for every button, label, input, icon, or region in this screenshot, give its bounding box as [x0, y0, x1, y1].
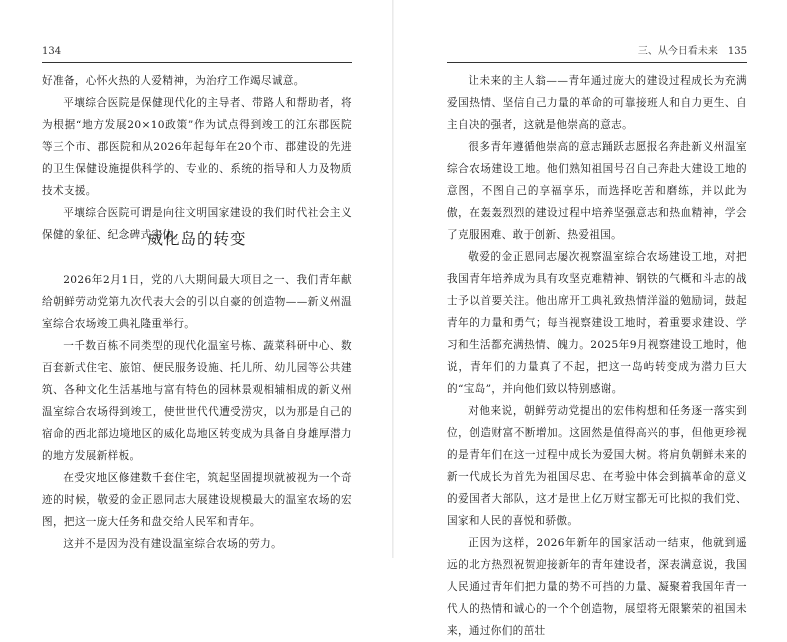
paragraph: 好准备，心怀火热的人爱精神，为治疗工作竭尽诚意。 — [42, 75, 305, 87]
left-page — [0, 0, 393, 558]
paragraph: 这并不是因为没有建设温室综合农场的劳力。 — [63, 538, 283, 550]
section-title: 威化岛的转变 — [147, 230, 247, 248]
paragraph: 正因为这样，2026年新年的国家活动一结束，他就到遥远的北方热烈祝贺迎接新年的青年建设者，深表满意说，我国人民通过青年们把力量的势不可挡的力量、凝聚着我国年青一代人的热情和诚心的一个个创造物，展望将无限繁荣的祖国未来，通过你们的茁壮 — [447, 537, 747, 637]
paragraph: 在受灾地区修建数千套住宅，筑起坚固提坝就被视为一个奇迹的时候，敬爱的金正恩同志大展建设规模最大的温室农场的宏图，把这一庞大任务和盘交给人民军和青年。 — [42, 472, 352, 528]
paragraph: 平壤综合医院是保健现代化的主导者、带路人和帮助者，将为根据“地方发展20×10政策”作为试点得到竣工的江东郡医院等三个市、郡医院和从2026年起每年在20个市、郡建设的先进的卫生保健设施提供科学的、专业的、系统的指导和人力及物质技术支援。 — [42, 97, 352, 197]
paragraph: 敬爱的金正恩同志屡次视察温室综合农场建设工地，对把我国青年培养成为具有攻坚克难精神、钢铁的气概和斗志的战士予以首要关注。他出席开工典礼致热情洋溢的勉励词，鼓起青年的力量和勇气；每当视察建设工地时，着重要求建设、学习和生活都充满热情、魄力。2025年9月视察建设工地时，他说，青年们的力量真了不起，把这一岛屿转变成为潜力巨大的“宝岛”，并向他们致以特别感谢。 — [447, 251, 747, 395]
paragraph: 平壤综合医院可谓是向往文明国家建设的我们时代社会主义保健的象征、纪念碑式实体。 — [42, 207, 352, 241]
left-top-text — [42, 70, 352, 246]
paragraph: 让未来的主人翁——青年通过庞大的建设过程成长为充满爱国热情、坚信自己力量的革命的可靠接班人和自力更生、自主自决的强者，这就是他崇高的意志。 — [447, 75, 747, 131]
paragraph: 对他来说，朝鲜劳动党提出的宏伟构想和任务逐一落实到位，创造财富不断增加。这固然是值得高兴的事，但他更珍视的是青年们在这一过程中成长为爱国大树。将肩负朝鲜未来的新一代成长为首先为祖国尽忠、在考验中体会到搞革命的意义的爱国者大部队，这才是世上亿万财宝都无可比拟的我们党、国家和人民的喜悦和骄傲。 — [447, 405, 747, 527]
right-page — [394, 0, 787, 637]
right-header-rule — [447, 62, 747, 63]
paragraph: 2026年2月1日，党的八大期间最大项目之一、我们青年献给朝鲜劳动党第九次代表大会的引以自豪的创造物——新义州温室综合农场竣工典礼隆重举行。 — [42, 274, 352, 330]
left-header-rule — [42, 62, 352, 63]
left-page-number: 134 — [42, 46, 62, 57]
right-text — [447, 70, 747, 642]
paragraph: 很多青年遵循他崇高的意志踊跃志愿报名奔赴新义州温室综合农场建设工地。他们熟知祖国号召自己奔赴大建设工地的意图，不图自己的享福享乐，而选择吃苦和磨练，并以此为傲，在轰轰烈烈的建设过程中培养坚强意志和热血精神，学会了克服困难、敢于创新、热爱祖国。 — [447, 141, 747, 241]
right-running-header: 三、从今日看未来 135 — [637, 46, 747, 57]
paragraph: 一千数百栋不同类型的现代化温室号栋、蔬菜科研中心、数百套新式住宅、旅馆、便民服务设施、托儿所、幼儿园等公共建筑、各种文化生活基地与富有特色的园林景观相辅相成的新义州温室综合农场得到竣工，使世世代代遭受涝灾，以为那是自己的宿命的西北部边境地区的威化岛地区转变成为具备自身雄厚潜力的地方发展新样板。 — [42, 340, 352, 462]
left-bottom-text — [42, 269, 352, 555]
